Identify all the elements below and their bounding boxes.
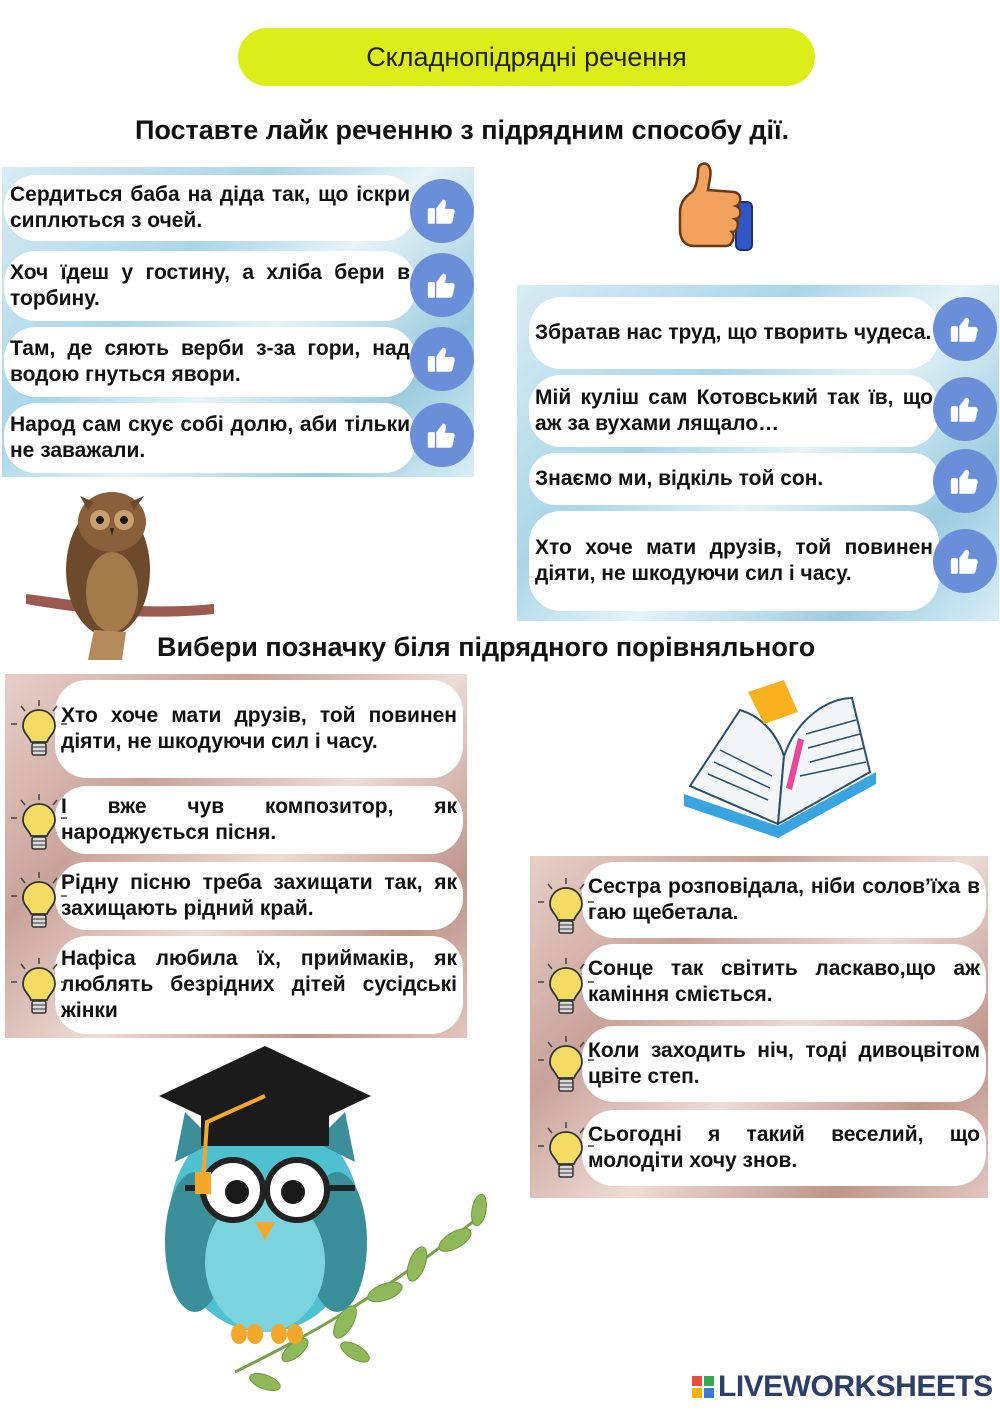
- thumbs-up-icon: [948, 392, 982, 426]
- sentence-item: Збратав нас труд, що творить чудеса.: [529, 297, 939, 369]
- liveworksheets-logo: [692, 1370, 993, 1404]
- lightbulb-icon[interactable]: [536, 876, 596, 938]
- lightbulb-icon[interactable]: [536, 1034, 596, 1096]
- sentence-item: Нафіса любила їх, приймаків, як люблять безрідних дітей сусідські жінки: [55, 936, 463, 1034]
- task1-left-panel: [2, 167, 474, 477]
- sentence-item: Народ сам скує собі долю, аби тільки не заважали.: [4, 403, 416, 473]
- like-button[interactable]: [410, 179, 474, 243]
- sentence-item: Сонце так світить ласкаво,що аж каміння сміється.: [582, 944, 986, 1020]
- task1-heading: Поставте лайк реченню з підрядним способу дії.: [135, 115, 790, 145]
- task2-left-panel: [5, 674, 467, 1038]
- thumbs-up-icon: [425, 342, 459, 376]
- task2-heading: Вибери позначку біля підрядного порівняльного: [157, 632, 816, 662]
- thumbs-up-icon: [672, 160, 764, 256]
- liveworksheets-logo-text: LIVEWORKSHEETS: [718, 1370, 993, 1403]
- sentence-item: Мій куліш сам Котовський так їв, що аж за вухами лящало…: [529, 375, 939, 447]
- like-button[interactable]: [933, 297, 997, 361]
- sentence-item: Коли заходить ніч, тоді дивоцвітом цвіте степ.: [582, 1026, 986, 1102]
- sentence-item: Там, де сяють верби з-за гори, над водою гнуться явори.: [4, 327, 416, 397]
- sentence-item: Сьогодні я такий веселий, що молодіти хочу знов.: [582, 1110, 986, 1186]
- lightbulb-icon[interactable]: [9, 956, 69, 1018]
- lightbulb-icon[interactable]: [9, 698, 69, 760]
- sentence-item: Хто хоче мати друзів, той повинен діяти, не шкодуючи сил і часу.: [529, 511, 939, 611]
- graduate-owl-illustration: [155, 1042, 535, 1404]
- thumbs-up-icon: [425, 268, 459, 302]
- open-book-icon: [680, 676, 880, 854]
- sentence-item: Знаємо ми, відкіль той сон.: [529, 453, 939, 505]
- liveworksheets-logo-icon: [692, 1376, 714, 1398]
- thumbs-up-icon: [948, 464, 982, 498]
- worksheet-title: Складнопідрядні речення: [238, 28, 815, 86]
- sentence-item: Хоч їдеш у гостину, а хліба бери в торбину.: [4, 251, 416, 321]
- task2-right-panel: [530, 856, 988, 1198]
- thumbs-up-icon: [948, 544, 982, 578]
- lightbulb-icon[interactable]: [536, 956, 596, 1018]
- sentence-item: Сестра розповідала, ніби солов’їха в гаю щебетала.: [582, 862, 986, 938]
- lightbulb-icon[interactable]: [536, 1120, 596, 1182]
- like-button[interactable]: [933, 377, 997, 441]
- thumbs-up-icon: [425, 418, 459, 452]
- like-button[interactable]: [933, 529, 997, 593]
- like-button[interactable]: [410, 253, 474, 317]
- sentence-item: І вже чув композитор, як народжується пісня.: [55, 786, 463, 854]
- thumbs-up-icon: [948, 312, 982, 346]
- like-button[interactable]: [933, 449, 997, 513]
- task1-right-panel: [517, 285, 999, 621]
- sentence-item: Хто хоче мати друзів, той повинен діяти, не шкодуючи сил і часу.: [55, 680, 463, 778]
- sentence-item: Рідну пісню треба захищати так, як захищають рідний край.: [55, 862, 463, 930]
- lightbulb-icon[interactable]: [9, 792, 69, 854]
- like-button[interactable]: [410, 327, 474, 391]
- lightbulb-icon[interactable]: [9, 870, 69, 932]
- like-button[interactable]: [410, 403, 474, 467]
- thumbs-up-icon: [425, 194, 459, 228]
- sentence-item: Сердиться баба на діда так, що іскри сиплються з очей.: [4, 175, 416, 241]
